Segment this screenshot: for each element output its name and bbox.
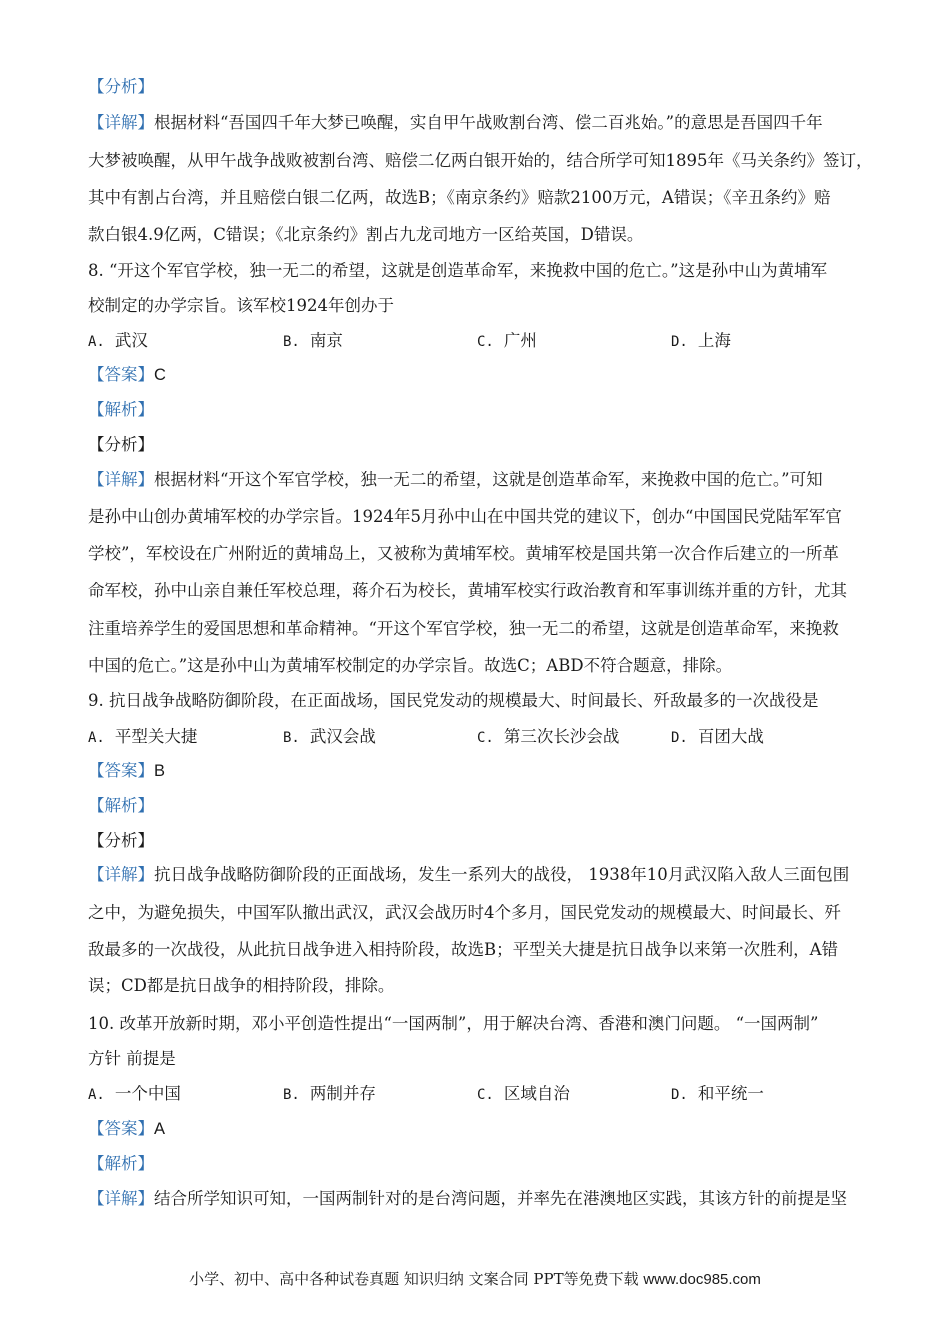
answer-line (88, 1118, 868, 1140)
option-c: C. 广州 (477, 331, 537, 350)
answer-line (88, 760, 868, 782)
answer-value: A (154, 1120, 166, 1138)
detail-paragraph-line: 大梦被唤醒，从甲午战争战败被割台湾、赔偿二亿两白银开始的，结合所学可知1895年《马关条约》签订， (88, 151, 873, 170)
analysis-label: 【分析】 (88, 77, 154, 96)
option-c: C. 区域自治 (477, 1084, 570, 1103)
detail-paragraph-line: 款白银4.9亿两，C错误；《北京条约》割占九龙司地方一区给英国，D错误。 (88, 225, 644, 244)
footer-url[interactable]: www.doc985.com (643, 1271, 761, 1288)
detail-paragraph-line: 敌最多的一次战役，从此抗日战争进入相持阶段，故选B；平型关大捷是抗日战争以来第一次胜利，A错 (88, 940, 839, 959)
detail-paragraph-line: 注重培养学生的爱国思想和革命精神。“开这个军官学校，独一无二的希望，这就是创造革命军，来挽救 (88, 619, 839, 638)
question-10-stem: 10. 改革开放新时期，邓小平创造性提出“一国两制”，用于解决台湾、香港和澳门问题。 “一国两制” (88, 1014, 819, 1033)
answer-label: 【答案】 (88, 1119, 154, 1138)
detail-label: 【详解】 (88, 113, 154, 132)
detail-label: 【详解】 (88, 470, 154, 489)
explanation-label: 【解析】 (88, 796, 154, 815)
analysis-label: 【分析】 (88, 831, 154, 850)
option-a: A. 平型关大捷 (88, 727, 198, 746)
question-10-stem: 方针 前提是 (88, 1049, 176, 1068)
detail-paragraph-line: 中国的危亡。”这是孙中山为黄埔军校制定的办学宗旨。故选C；ABD不符合题意，排除。 (88, 656, 733, 675)
detail-paragraph-line: 【详解】根据材料“开这个军官学校，独一无二的希望，这就是创造革命军，来挽救中国的危亡。”可知 (88, 470, 823, 489)
answer-label: 【答案】 (88, 365, 154, 384)
option-a: A. 一个中国 (88, 1084, 181, 1103)
detail-paragraph-line: 【详解】根据材料“吾国四千年大梦已唤醒，实自甲午战败割台湾、偿二百兆始。”的意思是吾国四千年 (88, 113, 823, 132)
option-a: A. 武汉 (88, 331, 148, 350)
footer-text: 小学、初中、高中各种试卷真题 知识归纳 文案合同 PPT等免费下载 (189, 1270, 644, 1288)
option-d: D. 百团大战 (671, 727, 764, 746)
detail-paragraph-line: 之中，为避免损失，中国军队撤出武汉，武汉会战历时4个多月，国民党发动的规模最大、时间最长、歼 (88, 903, 841, 922)
question-9-stem: 9. 抗日战争战略防御阶段，在正面战场，国民党发动的规模最大、时间最长、歼敌最多的一次战役是 (88, 691, 819, 710)
detail-paragraph-line: 【详解】结合所学知识可知，一国两制针对的是台湾问题，并率先在港澳地区实践，其该方针的前提是坚 (88, 1189, 847, 1208)
option-c: C. 第三次长沙会战 (477, 727, 620, 746)
option-d: D. 上海 (671, 331, 731, 350)
detail-paragraph-line: 误；CD都是抗日战争的相持阶段，排除。 (88, 976, 395, 995)
explanation-label: 【解析】 (88, 400, 154, 419)
option-d: D. 和平统一 (671, 1084, 764, 1103)
detail-paragraph-line: 是孙中山创办黄埔军校的办学宗旨。1924年5月孙中山在中国共党的建议下，创办“中国国民党陆军军官 (88, 507, 842, 526)
detail-label: 【详解】 (88, 865, 154, 884)
option-b: B. 两制并存 (283, 1084, 376, 1103)
answer-line (88, 364, 868, 386)
detail-paragraph-line: 命军校，孙中山亲自兼任军校总理，蒋介石为校长，黄埔军校实行政治教育和军事训练并重的方针，尤其 (88, 581, 847, 600)
answer-value: C (154, 366, 166, 384)
detail-paragraph-line: 学校”，军校设在广州附近的黄埔岛上，又被称为黄埔军校。黄埔军校是国共第一次合作后建立的一所革 (88, 544, 839, 563)
detail-paragraph-line: 其中有割占台湾，并且赔偿白银二亿两，故选B；《南京条约》赔款2100万元，A错误；《辛丑条约》赔 (88, 188, 831, 207)
option-b: B. 南京 (283, 331, 343, 350)
page-footer (0, 1268, 950, 1289)
answer-value: B (154, 762, 166, 780)
answer-label: 【答案】 (88, 761, 154, 780)
detail-label: 【详解】 (88, 1189, 154, 1208)
question-8-stem: 校制定的办学宗旨。该军校1924年创办于 (88, 296, 394, 315)
analysis-label: 【分析】 (88, 435, 154, 454)
option-b: B. 武汉会战 (283, 727, 376, 746)
detail-paragraph-line: 【详解】抗日战争战略防御阶段的正面战场，发生一系列大的战役， 1938年10月武汉陷入敌人三面包围 (88, 865, 850, 884)
explanation-label: 【解析】 (88, 1154, 154, 1173)
question-8-stem: 8. “开这个军官学校，独一无二的希望，这就是创造革命军，来挽救中国的危亡。”这是孙中山为黄埔军 (88, 261, 828, 280)
